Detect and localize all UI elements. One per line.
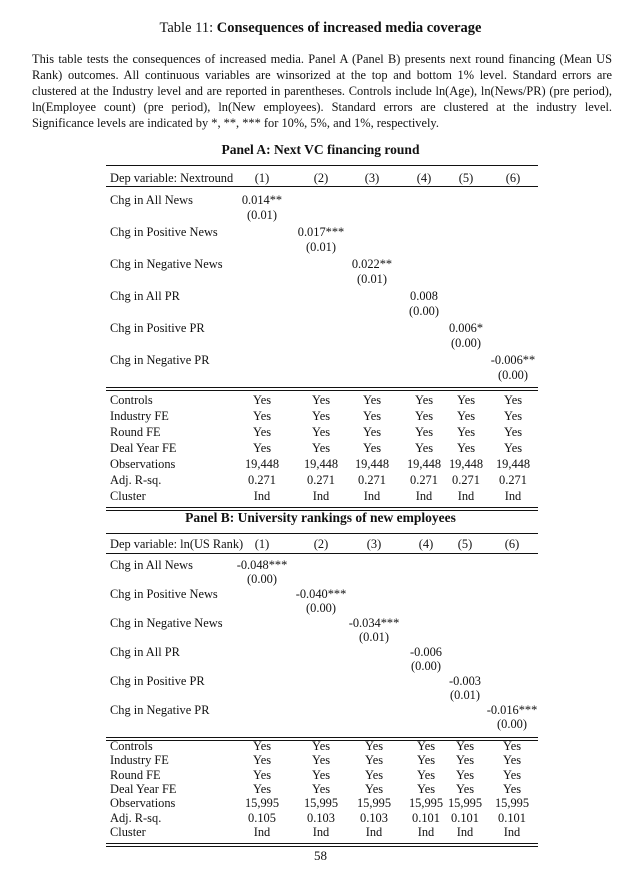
column-header: (5) bbox=[457, 537, 473, 551]
column-header: (3) bbox=[366, 537, 382, 551]
stat-value: Yes bbox=[456, 441, 476, 455]
stat-value: Yes bbox=[252, 767, 272, 782]
stat-value: 15,995 bbox=[356, 796, 392, 811]
row-label: Chg in All News bbox=[110, 558, 193, 572]
stat-value: 19,448 bbox=[406, 457, 442, 471]
stat-value: 0.271 bbox=[358, 473, 386, 487]
dep-variable-label: Dep variable: Nextround bbox=[110, 171, 234, 185]
stat-value: 15,995 bbox=[303, 796, 339, 811]
table-number: Table 11: bbox=[159, 20, 214, 36]
stat-value: Yes bbox=[455, 781, 475, 796]
stat-value: Yes bbox=[414, 393, 434, 407]
column-header: (1) bbox=[254, 537, 270, 551]
stat-value: Yes bbox=[362, 393, 382, 407]
stat-value: 19,448 bbox=[244, 457, 280, 471]
column-header: (6) bbox=[505, 171, 521, 185]
row-label: Chg in All PR bbox=[110, 645, 180, 659]
standard-error: (0.00) bbox=[411, 659, 441, 673]
stat-value: Yes bbox=[364, 767, 384, 782]
stat-value: Ind bbox=[312, 824, 330, 839]
stat-value: Yes bbox=[455, 753, 475, 768]
stat-value: Yes bbox=[364, 753, 384, 768]
stat-value: Yes bbox=[502, 767, 522, 782]
stat-value: 15,995 bbox=[494, 796, 530, 811]
stat-label: Adj. R-sq. bbox=[110, 810, 162, 825]
stat-label: Industry FE bbox=[110, 753, 169, 768]
row-label: Chg in Positive PR bbox=[110, 321, 205, 335]
panel-a-title: Panel A: Next VC financing round bbox=[221, 142, 420, 157]
stat-label: Cluster bbox=[110, 489, 146, 503]
stat-value: Ind bbox=[456, 824, 474, 839]
stat-value: 15,995 bbox=[447, 796, 483, 811]
standard-error: (0.00) bbox=[451, 336, 481, 350]
stat-value: 0.271 bbox=[248, 473, 276, 487]
column-header: (4) bbox=[416, 171, 432, 185]
stat-value: 0.105 bbox=[248, 810, 276, 825]
dep-variable-label: Dep variable: ln(US Rank) bbox=[110, 537, 244, 551]
stat-label: Controls bbox=[110, 393, 153, 407]
stat-value: 19,448 bbox=[303, 457, 339, 471]
row-label: Chg in Negative PR bbox=[110, 353, 210, 367]
panel-b-title: Panel B: University rankings of new employees bbox=[185, 510, 456, 525]
stat-value: 0.101 bbox=[412, 810, 440, 825]
stat-value: Yes bbox=[252, 739, 272, 753]
stat-value: Yes bbox=[252, 393, 272, 407]
stat-value: 0.101 bbox=[498, 810, 526, 825]
coefficient: 0.014** bbox=[241, 193, 283, 207]
stat-value: Ind bbox=[312, 489, 330, 503]
table-bottom-rule bbox=[106, 843, 538, 847]
table-caption: This table tests the consequences of increased media. Panel A (Panel B) presents next round financing (Mean US Rank) outcomes. All continuous variables are winsorized at the top and bottom 1% level. Standard errors are clustered at the Industry level and are reported in parentheses. Controls include ln(Age), ln(News/PR) (pre period), ln(Employee count) (pre period), ln(New employees). Standard errors are clustered at the industry level. Significance levels are indicated by *, **, *** for 10%, 5%, and 1%, respectively. bbox=[32, 52, 612, 130]
stat-value: Yes bbox=[311, 767, 331, 782]
table-title-text: Consequences of increased media coverage bbox=[216, 20, 482, 36]
column-header: (4) bbox=[418, 537, 434, 551]
stat-value: Yes bbox=[502, 753, 522, 768]
coefficient: -0.006 bbox=[409, 645, 443, 659]
stat-value: Yes bbox=[456, 393, 476, 407]
stat-value: Yes bbox=[456, 409, 476, 423]
standard-error: (0.00) bbox=[306, 601, 336, 615]
stat-value: Ind bbox=[363, 489, 381, 503]
stat-value: Yes bbox=[252, 409, 272, 423]
stat-value: Yes bbox=[364, 781, 384, 796]
stat-value: Yes bbox=[362, 441, 382, 455]
stat-value: Yes bbox=[503, 409, 523, 423]
stat-value: Yes bbox=[311, 781, 331, 796]
stat-label: Cluster bbox=[110, 824, 146, 839]
stat-value: 19,448 bbox=[495, 457, 531, 471]
stat-value: Yes bbox=[416, 781, 436, 796]
stat-label: Observations bbox=[110, 796, 176, 811]
coefficient: 0.008 bbox=[410, 289, 438, 303]
column-header: (6) bbox=[504, 537, 520, 551]
stat-value: Yes bbox=[252, 441, 272, 455]
row-label: Chg in Positive News bbox=[110, 587, 218, 601]
stat-value: Yes bbox=[414, 409, 434, 423]
stat-value: Yes bbox=[252, 781, 272, 796]
table-title bbox=[0, 20, 641, 37]
stat-value: 15,995 bbox=[244, 796, 280, 811]
coefficient: -0.006** bbox=[490, 353, 536, 367]
standard-error: (0.01) bbox=[450, 688, 480, 702]
stat-value: Yes bbox=[362, 409, 382, 423]
stat-value: 0.103 bbox=[360, 810, 388, 825]
stat-value: Yes bbox=[252, 425, 272, 439]
table-top-rule bbox=[106, 165, 538, 166]
stat-value: Yes bbox=[364, 739, 384, 753]
stat-value: Ind bbox=[415, 489, 433, 503]
stat-value: Yes bbox=[311, 425, 331, 439]
stat-value: 0.271 bbox=[307, 473, 335, 487]
row-label: Chg in Positive News bbox=[110, 225, 218, 239]
row-label: Chg in All PR bbox=[110, 289, 180, 303]
stat-value: Ind bbox=[253, 489, 271, 503]
stat-value: Yes bbox=[503, 441, 523, 455]
standard-error: (0.01) bbox=[247, 208, 277, 222]
stat-label: Observations bbox=[110, 457, 176, 471]
stat-value: 0.103 bbox=[307, 810, 335, 825]
stat-value: Ind bbox=[365, 824, 383, 839]
stat-value: 19,448 bbox=[448, 457, 484, 471]
stat-value: Yes bbox=[311, 409, 331, 423]
stat-value: Yes bbox=[414, 425, 434, 439]
stat-value: Yes bbox=[311, 739, 331, 753]
stat-value: Yes bbox=[503, 425, 523, 439]
standard-error: (0.00) bbox=[497, 717, 527, 731]
coefficient: -0.040*** bbox=[295, 587, 347, 601]
header-rule bbox=[106, 553, 538, 554]
stat-value: 19,448 bbox=[354, 457, 390, 471]
stat-value: Yes bbox=[416, 767, 436, 782]
standard-error: (0.01) bbox=[357, 272, 387, 286]
standard-error: (0.00) bbox=[409, 304, 439, 318]
stat-value: 0.271 bbox=[452, 473, 480, 487]
coefficient: -0.034*** bbox=[348, 616, 400, 630]
stat-value: Yes bbox=[456, 425, 476, 439]
coefficient: -0.048*** bbox=[236, 558, 288, 572]
stat-value: Ind bbox=[417, 824, 435, 839]
stat-label: Deal Year FE bbox=[110, 441, 177, 455]
stat-label: Round FE bbox=[110, 425, 161, 439]
stat-value: Yes bbox=[416, 753, 436, 768]
stat-value: Yes bbox=[311, 393, 331, 407]
stat-value: Yes bbox=[502, 739, 522, 753]
row-label: Chg in All News bbox=[110, 193, 193, 207]
coefficient: 0.006* bbox=[448, 321, 484, 335]
row-label: Chg in Negative News bbox=[110, 616, 223, 630]
stat-value: Ind bbox=[253, 824, 271, 839]
stat-value: Ind bbox=[503, 824, 521, 839]
stat-value: Ind bbox=[504, 489, 522, 503]
page-number: 58 bbox=[314, 848, 327, 863]
coefficient: 0.022** bbox=[351, 257, 393, 271]
standard-error: (0.01) bbox=[306, 240, 336, 254]
coefficient: 0.017*** bbox=[297, 225, 345, 239]
stat-value: Yes bbox=[416, 739, 436, 753]
column-header: (5) bbox=[458, 171, 474, 185]
column-header: (1) bbox=[254, 171, 270, 185]
stat-value: 0.271 bbox=[499, 473, 527, 487]
stat-value: 15,995 bbox=[408, 796, 444, 811]
column-header: (2) bbox=[313, 171, 329, 185]
row-label: Chg in Negative PR bbox=[110, 703, 210, 717]
stat-value: Yes bbox=[311, 753, 331, 768]
stat-label: Deal Year FE bbox=[110, 781, 177, 796]
standard-error: (0.00) bbox=[498, 368, 528, 382]
stat-value: 0.271 bbox=[410, 473, 438, 487]
table-top-rule bbox=[106, 533, 538, 534]
stat-value: Yes bbox=[311, 441, 331, 455]
standard-error: (0.00) bbox=[247, 572, 277, 586]
stat-value: Yes bbox=[455, 739, 475, 753]
stat-value: Yes bbox=[455, 767, 475, 782]
column-header: (3) bbox=[364, 171, 380, 185]
stat-label: Adj. R-sq. bbox=[110, 473, 162, 487]
stat-value: Yes bbox=[362, 425, 382, 439]
row-label: Chg in Negative News bbox=[110, 257, 223, 271]
column-header: (2) bbox=[313, 537, 329, 551]
stat-value: 0.101 bbox=[451, 810, 479, 825]
stat-label: Round FE bbox=[110, 767, 161, 782]
stat-value: Yes bbox=[503, 393, 523, 407]
stat-label: Industry FE bbox=[110, 409, 169, 423]
standard-error: (0.01) bbox=[359, 630, 389, 644]
coefficient: -0.016*** bbox=[486, 703, 538, 717]
coefficient: -0.003 bbox=[448, 674, 482, 688]
stats-rule bbox=[106, 387, 538, 391]
stat-label: Controls bbox=[110, 739, 153, 753]
stat-value: Ind bbox=[457, 489, 475, 503]
header-rule bbox=[106, 186, 538, 187]
stat-value: Yes bbox=[502, 781, 522, 796]
stat-value: Yes bbox=[414, 441, 434, 455]
stat-value: Yes bbox=[252, 753, 272, 768]
row-label: Chg in Positive PR bbox=[110, 674, 205, 688]
